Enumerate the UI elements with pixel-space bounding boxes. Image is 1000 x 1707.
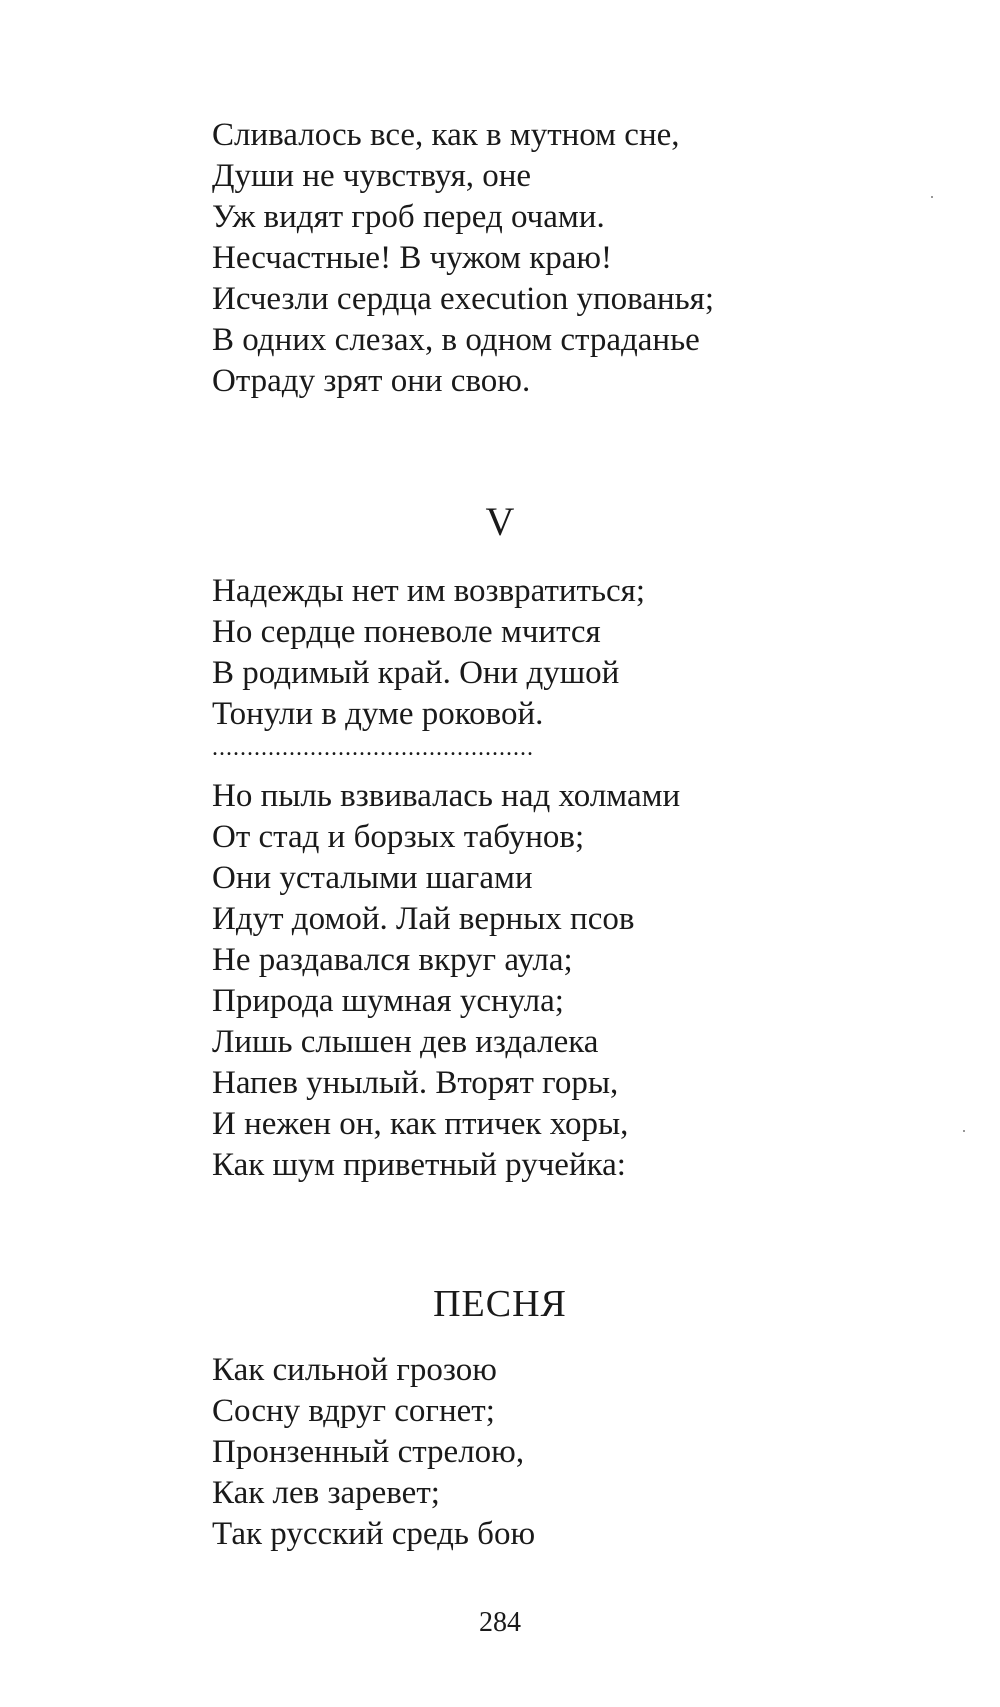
verse-line: Тонули в думе роковой.: [212, 696, 544, 732]
verse-line: В родимый край. Они душой: [212, 655, 620, 691]
page-number: 284: [479, 1607, 521, 1638]
verse-line: Сосну вдруг согнет;: [212, 1393, 495, 1429]
verse-line: Сливалось все, как в мутном сне,: [212, 117, 680, 153]
verse-line: Но пыль взвивалась над холмами: [212, 778, 681, 814]
verse-line: Идут домой. Лай верных псов: [212, 901, 635, 937]
stanza: [212, 1350, 535, 1555]
verse-line: Но сердце поневоле мчится: [212, 614, 601, 650]
verse-line: Пронзенный стрелою,: [212, 1434, 525, 1470]
verse-line: Природа шумная уснула;: [212, 983, 564, 1019]
omission-dots: ..............................................: [212, 735, 534, 761]
verse-line: Лишь слышен дев издалека: [212, 1024, 599, 1060]
scan-speck: [931, 196, 933, 198]
verse-line: Отраду зрят они свою.: [212, 363, 531, 399]
verse-line: Души не чувствуя, оне: [212, 158, 532, 194]
song-title: ПЕСНЯ: [433, 1283, 567, 1325]
verse-line: Как сильной грозою: [212, 1352, 497, 1388]
verse-line: Несчастные! В чужом краю!: [212, 240, 613, 276]
verse-line: От стад и борзых табунов;: [212, 819, 585, 855]
verse-line: Напев унылый. Вторят горы,: [212, 1065, 619, 1101]
verse-line: В одних слезах, в одном страданье: [212, 322, 700, 358]
section-numeral: V: [485, 499, 515, 544]
scan-speck: [963, 1130, 965, 1132]
verse-line: Они усталыми шагами: [212, 860, 533, 896]
verse-line: И нежен он, как птичек хоры,: [212, 1106, 629, 1142]
stanza: [212, 776, 680, 1186]
verse-line: Исчезли сердца execution упованья;: [212, 281, 715, 317]
verse-line: Не раздавался вкруг аула;: [212, 942, 573, 978]
verse-line: Как шум приветный ручейка:: [212, 1147, 626, 1183]
verse-line: Так русский средь бою: [212, 1516, 536, 1552]
verse-line: Уж видят гроб перед очами.: [212, 199, 605, 235]
stanza: [212, 115, 714, 402]
verse-line: Надежды нет им возвратиться;: [212, 573, 646, 609]
stanza: [212, 571, 645, 735]
verse-line: Как лев заревет;: [212, 1475, 440, 1511]
